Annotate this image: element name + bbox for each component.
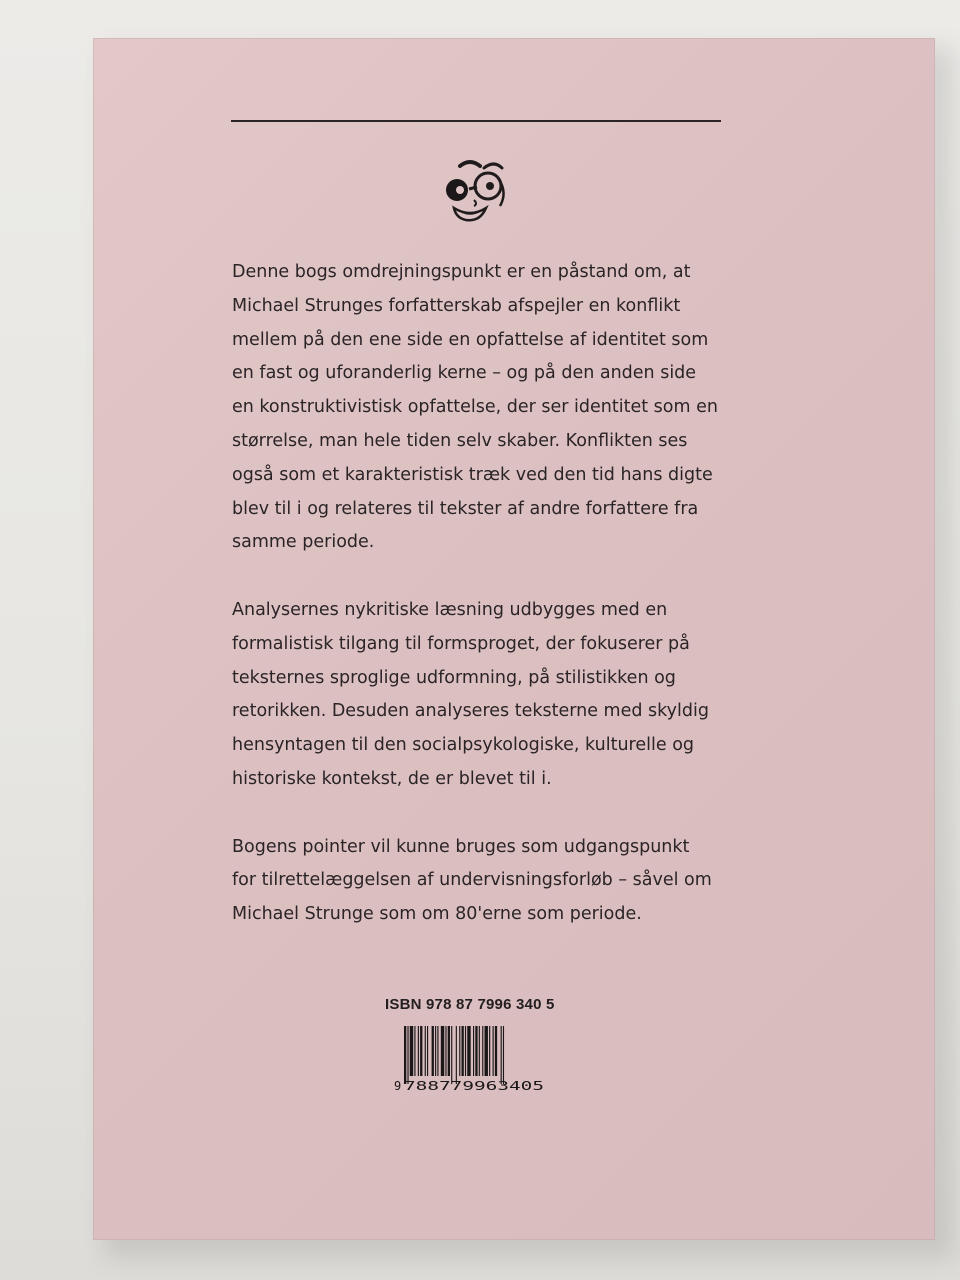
barcode-bar: [485, 1026, 488, 1076]
blurb-line: teksternes sproglige udformning, på stilistikken og: [232, 667, 676, 688]
barcode-bar: [425, 1026, 426, 1076]
barcode-bar: [441, 1026, 444, 1076]
isbn-label: ISBN 978 87 7996 340 5: [385, 996, 555, 1013]
barcode-bar: [473, 1026, 474, 1076]
barcode-bar: [482, 1026, 483, 1076]
blurb-line: historiske kontekst, de er blevet til i.: [232, 768, 552, 789]
barcode-bar: [462, 1026, 464, 1076]
top-rule: [231, 120, 721, 122]
barcode-bar: [404, 1026, 406, 1084]
face-logo-icon: [440, 156, 512, 228]
blurb-line: Bogens pointer vil kunne bruges som udgangspunkt: [232, 836, 690, 857]
barcode-bar: [479, 1026, 480, 1076]
barcode-bar: [467, 1026, 470, 1076]
blurb-paragraph: [232, 256, 752, 560]
blurb-line: størrelse, man hele tiden selv skaber. Konflikten ses: [232, 430, 688, 451]
blurb-text: [232, 256, 752, 932]
barcode: [394, 1026, 546, 1092]
barcode-bar: [503, 1026, 504, 1084]
blurb-line: for tilrettelæggelsen af undervisningsforløb – såvel om: [232, 870, 712, 891]
blurb-line: hensyntagen til den socialpsykologiske, kulturelle og: [232, 735, 695, 756]
blurb-line: også som et karakteristisk træk ved den tid hans digte: [232, 464, 713, 485]
barcode-bar: [459, 1026, 460, 1076]
barcode-bar: [414, 1026, 415, 1076]
barcode-bar: [420, 1026, 422, 1076]
blurb-line: Denne bogs omdrejningspunkt er en påstand om, at: [232, 262, 691, 282]
blurb-line: Analysernes nykritiske læsning udbygges med en: [232, 599, 668, 620]
barcode-bar: [501, 1026, 502, 1084]
barcode-bar: [435, 1026, 436, 1076]
barcode-bar: [407, 1026, 408, 1084]
blurb-line: Michael Strunge som om 80'erne som periode.: [232, 904, 642, 925]
barcode-digits: 788779963405: [404, 1079, 544, 1092]
barcode-bar: [489, 1026, 490, 1076]
barcode-bar: [465, 1026, 466, 1076]
blurb-line: formalistisk tilgang til formsproget, der fokuserer på: [232, 633, 690, 654]
barcode-bar: [418, 1026, 419, 1076]
barcode-digits-prefix: 9: [394, 1079, 402, 1092]
blurb-line: en konstruktivistisk opfattelse, der ser identitet som en: [232, 397, 718, 418]
barcode-bar: [493, 1026, 494, 1076]
blurb-paragraph: [232, 831, 752, 932]
book-back-cover: [93, 38, 935, 1240]
blurb-line: Michael Strunges forfatterskab afspejler en konflikt: [232, 295, 681, 316]
barcode-bar: [451, 1026, 452, 1084]
blurb-line: retorikken. Desuden analyseres teksterne med skyldig: [232, 701, 709, 722]
blurb-line: blev til i og relateres til tekster af andre forfattere fra: [232, 498, 699, 519]
barcode-bar: [456, 1026, 457, 1084]
barcode-bar: [475, 1026, 477, 1076]
barcode-bar: [448, 1026, 450, 1076]
blurb-line: samme periode.: [232, 532, 375, 553]
barcode-bar: [495, 1026, 497, 1076]
barcode-bar: [432, 1026, 434, 1076]
barcode-bar: [410, 1026, 413, 1076]
blurb-line: en fast og uforanderlig kerne – og på den anden side: [232, 363, 697, 384]
blurb-paragraph: [232, 594, 752, 797]
barcode-bar: [445, 1026, 446, 1076]
barcode-bar: [427, 1026, 428, 1076]
barcode-bar: [437, 1026, 438, 1076]
blurb-line: mellem på den ene side en opfattelse af identitet som: [232, 329, 709, 350]
